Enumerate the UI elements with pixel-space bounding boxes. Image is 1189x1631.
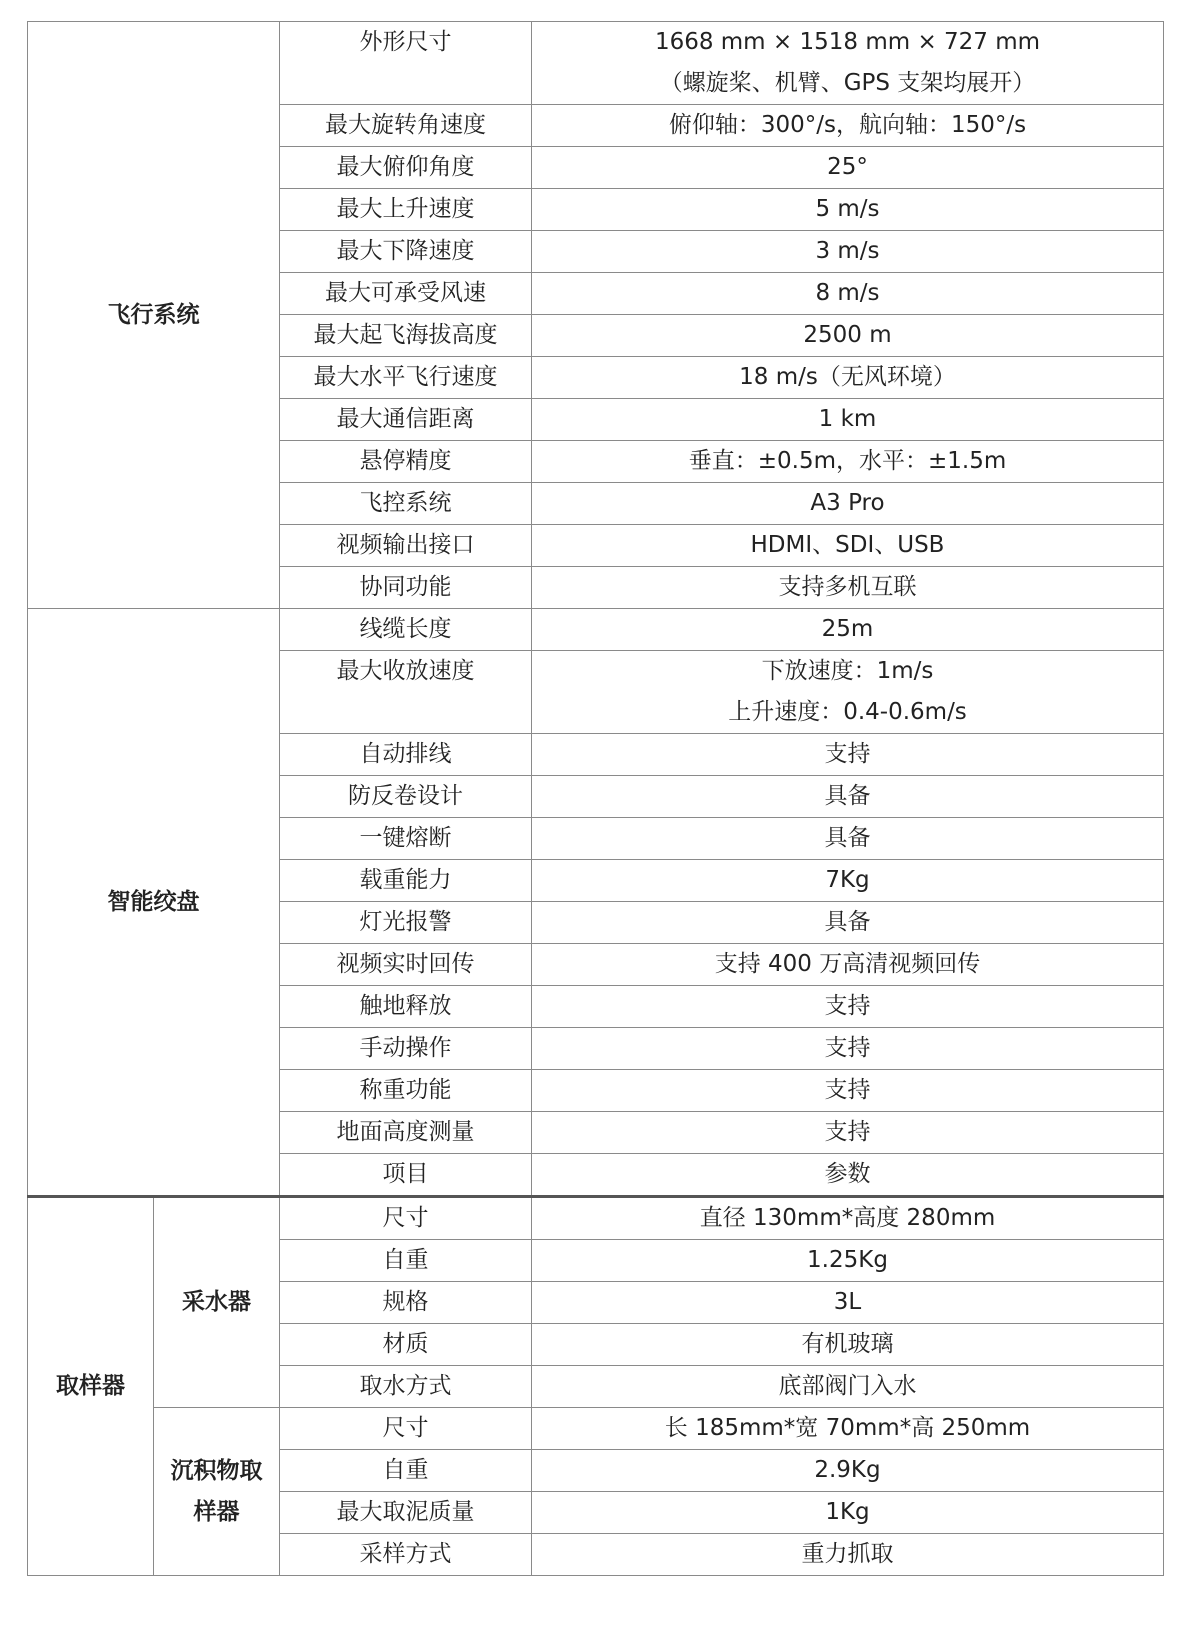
param-name: 自动排线 [359,741,452,767]
param-name: 协同功能 [359,574,452,600]
param-value-cell [532,1070,1164,1112]
param-name: 外形尺寸 [359,29,452,55]
param-name-cell [280,1028,532,1070]
param-name-cell [280,1112,532,1154]
param-name: 尺寸 [382,1415,429,1441]
param-name-cell [280,1154,532,1197]
param-value: 支持 400 万高清视频回传 [714,951,981,977]
param-value-cell [532,1154,1164,1197]
param-value: 3 m/s [815,238,880,264]
param-name-cell [280,944,532,986]
param-value-cell [532,1112,1164,1154]
param-value: 俯仰轴：300°/s，航向轴：150°/s [668,112,1027,138]
param-name: 尺寸 [382,1205,429,1231]
param-name-cell [280,1282,532,1324]
param-name: 称重功能 [359,1077,452,1103]
param-name: 最大通信距离 [336,406,475,432]
param-name: 载重能力 [359,867,452,893]
param-value-cell [532,609,1164,651]
param-name-cell [280,1070,532,1112]
param-value-cell [532,1534,1164,1576]
param-value-cell [532,315,1164,357]
param-value-cell [532,441,1164,483]
param-name-cell [280,105,532,147]
param-name-cell [280,357,532,399]
param-value: 具备 [824,783,871,809]
param-value-cell [532,734,1164,776]
param-value: 下放速度：1m/s [761,658,934,684]
param-name-cell [280,399,532,441]
param-name-cell [280,315,532,357]
param-name: 最大俯仰角度 [336,154,475,180]
param-value: 1 km [818,406,877,432]
param-value-cell [532,1282,1164,1324]
param-value: （螺旋桨、机臂、GPS 支架均展开） [659,70,1036,96]
spec-table-body [28,22,1164,1576]
param-value-cell [532,860,1164,902]
subcategory-label: 沉积物取 [170,1457,263,1484]
param-name-cell [280,1366,532,1408]
param-name: 地面高度测量 [336,1119,475,1145]
param-name: 最大上升速度 [336,196,475,222]
param-value: 垂直：±0.5m，水平：±1.5m [688,448,1007,474]
param-value-cell [532,986,1164,1028]
param-name-cell [280,860,532,902]
param-value: 支持 [824,993,871,1019]
param-value: 有机玻璃 [801,1331,894,1357]
param-value: 3L [833,1289,862,1315]
param-name-cell [280,609,532,651]
param-value-cell [532,147,1164,189]
param-name: 取水方式 [359,1373,452,1399]
param-name: 视频实时回传 [336,951,475,977]
category-smart-winch: 智能绞盘 [28,609,280,1197]
param-value: 2.9Kg [814,1457,881,1483]
param-name-cell [280,902,532,944]
param-name-cell [280,147,532,189]
param-name: 项目 [382,1161,429,1187]
param-name: 材质 [382,1331,429,1357]
param-value: 7Kg [825,867,870,893]
param-value: A3 Pro [810,490,885,516]
param-name: 飞控系统 [359,490,452,516]
spec-table [27,21,1164,1576]
param-value: 1Kg [825,1499,870,1525]
param-value: 支持 [824,1035,871,1061]
param-value-cell [532,776,1164,818]
param-name-cell [280,22,532,105]
param-name: 最大旋转角速度 [325,112,486,138]
param-value-cell [532,1324,1164,1366]
param-name: 采样方式 [359,1541,452,1567]
param-name-cell [280,273,532,315]
param-name: 最大收放速度 [336,658,475,684]
param-name: 最大起飞海拔高度 [313,322,498,348]
param-value-cell [532,399,1164,441]
param-name: 自重 [382,1457,429,1483]
param-value: 直径 130mm*高度 280mm [699,1205,996,1231]
param-name-cell [280,1492,532,1534]
param-name-cell [280,1450,532,1492]
param-value-cell [532,483,1164,525]
category-flight-system: 飞行系统 [28,22,280,609]
param-name: 自重 [382,1247,429,1273]
param-value: 底部阀门入水 [778,1373,917,1399]
param-value: 长 185mm*宽 70mm*高 250mm [664,1415,1031,1441]
param-value-cell [532,1492,1164,1534]
param-name: 悬停精度 [359,448,452,474]
param-value: 支持 [824,741,871,767]
param-name-cell [280,776,532,818]
table-row [28,1197,1164,1240]
param-value: 18 m/s（无风环境） [739,364,956,390]
param-value-cell [532,105,1164,147]
param-name-cell [280,651,532,734]
param-value-cell [532,944,1164,986]
param-name: 灯光报警 [359,909,452,935]
param-value: 重力抓取 [801,1541,894,1567]
table-row [28,609,1164,651]
param-value-cell [532,1028,1164,1070]
param-value-cell [532,1240,1164,1282]
param-value: 上升速度：0.4-0.6m/s [728,699,967,725]
param-name-cell [280,483,532,525]
param-value: 参数 [824,1161,871,1187]
param-name-cell [280,986,532,1028]
param-value: 支持 [824,1077,871,1103]
param-name: 规格 [382,1289,429,1315]
param-name: 手动操作 [359,1035,452,1061]
param-value: 具备 [824,825,871,851]
param-value-cell [532,1408,1164,1450]
param-name-cell [280,567,532,609]
param-value-cell [532,818,1164,860]
param-name-cell [280,1240,532,1282]
param-name: 线缆长度 [359,616,452,642]
param-value: 2500 m [803,322,892,348]
param-name-cell [280,1324,532,1366]
param-name: 视频输出接口 [336,532,475,558]
param-name: 最大水平飞行速度 [313,364,498,390]
table-row [28,1408,1164,1450]
param-name-cell [280,734,532,776]
param-value: 1.25Kg [807,1247,888,1273]
param-name-cell [280,525,532,567]
subcategory-label: 采水器 [182,1289,251,1315]
table-row [28,22,1164,105]
param-value-cell [532,1197,1164,1240]
param-name-cell [280,1197,532,1240]
param-value-cell [532,1366,1164,1408]
param-value-cell [532,567,1164,609]
param-value-cell [532,273,1164,315]
param-value-cell [532,357,1164,399]
param-name-cell [280,1408,532,1450]
param-name-cell [280,441,532,483]
param-name: 一键熔断 [359,825,452,851]
param-value: 5 m/s [815,196,880,222]
param-value-cell [532,231,1164,273]
param-name-cell [280,231,532,273]
subcategory-water [154,1197,280,1408]
param-name-cell [280,818,532,860]
param-value: 8 m/s [815,280,880,306]
param-value: 1668 mm × 1518 mm × 727 mm [654,29,1041,55]
subcategory-sediment [154,1408,280,1576]
param-value: 具备 [824,909,871,935]
param-value-cell [532,22,1164,105]
param-value: 25° [827,154,868,180]
param-value-cell [532,189,1164,231]
param-value: 支持 [824,1119,871,1145]
category-sampler: 取样器 [28,1197,154,1576]
param-value: 支持多机互联 [778,574,917,600]
param-value-cell [532,1450,1164,1492]
param-name: 触地释放 [359,993,452,1019]
param-value-cell [532,651,1164,734]
param-name: 最大可承受风速 [325,280,486,306]
param-value: 25m [821,616,874,642]
param-name: 最大下降速度 [336,238,475,264]
param-value-cell [532,525,1164,567]
param-name-cell [280,1534,532,1576]
param-name: 最大取泥质量 [336,1499,475,1525]
subcategory-label: 样器 [193,1498,240,1525]
param-name-cell [280,189,532,231]
param-name: 防反卷设计 [348,783,463,809]
param-value: HDMI、SDI、USB [750,532,945,558]
param-value-cell [532,902,1164,944]
